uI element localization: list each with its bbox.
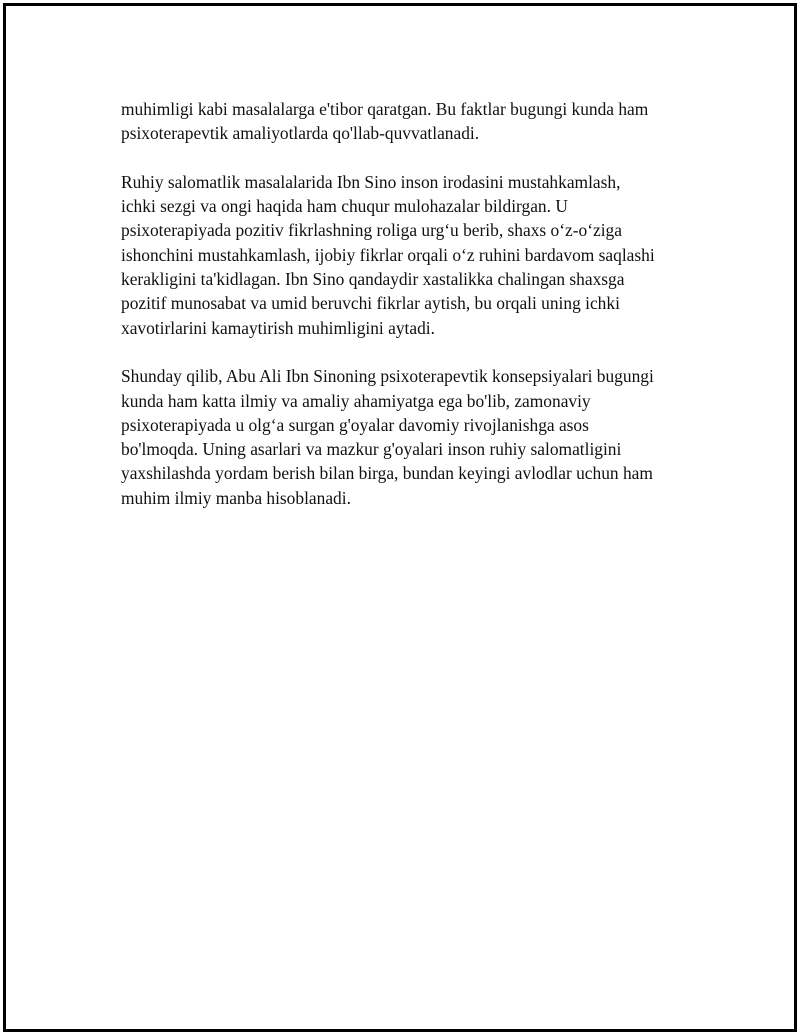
text-line: psixoterapiyada pozitiv fikrlashning roliga urg‘u berib, shaxs o‘z-o‘ziga	[121, 220, 622, 241]
text-line: pozitif munosabat va umid beruvchi fikrlar aytish, bu orqali uning ichki	[121, 293, 620, 314]
text-line: kunda ham katta ilmiy va amaliy ahamiyatga ega bo'lib, zamonaviy	[121, 390, 591, 411]
text-line: ichki sezgi va ongi haqida ham chuqur mulohazalar bildirgan. U	[121, 196, 568, 217]
text-line: yaxshilashda yordam berish bilan birga, bundan keyingi avlodlar uchun ham	[121, 463, 653, 484]
text-line: psixoterapiyada u olg‘a surgan g'oyalar davomiy rivojlanishga asos	[121, 414, 589, 435]
paragraph-1	[121, 97, 701, 146]
text-line: muhimligi kabi masalalarga e'tibor qaratgan. Bu faktlar bugungi kunda ham	[121, 99, 649, 119]
paragraph-2	[121, 170, 701, 340]
text-line: muhim ilmiy manba hisoblanadi.	[121, 487, 351, 508]
text-line: ishonchini mustahkamlash, ijobiy fikrlar orqali o‘z ruhini bardavom saqlashi	[121, 244, 655, 265]
page-body-text	[121, 97, 701, 534]
text-line: xavotirlarini kamaytirish muhimligini aytadi.	[121, 317, 435, 338]
text-line: Ruhiy salomatlik masalalarida Ibn Sino inson irodasini mustahkamlash,	[121, 171, 621, 192]
text-line: psixoterapevtik amaliyotlarda qo'llab-quvvatlanadi.	[121, 123, 480, 144]
document-page	[3, 3, 797, 1032]
paragraph-3	[121, 364, 701, 510]
text-line: Shunday qilib, Abu Ali Ibn Sinoning psixoterapevtik konsepsiyalari bugungi	[121, 366, 654, 387]
text-line: bo'lmoqda. Uning asarlari va mazkur g'oyalari inson ruhiy salomatligini	[121, 439, 622, 460]
text-line: kerakligini ta'kidlagan. Ibn Sino qandaydir xastalikka chalingan shaxsga	[121, 269, 625, 290]
